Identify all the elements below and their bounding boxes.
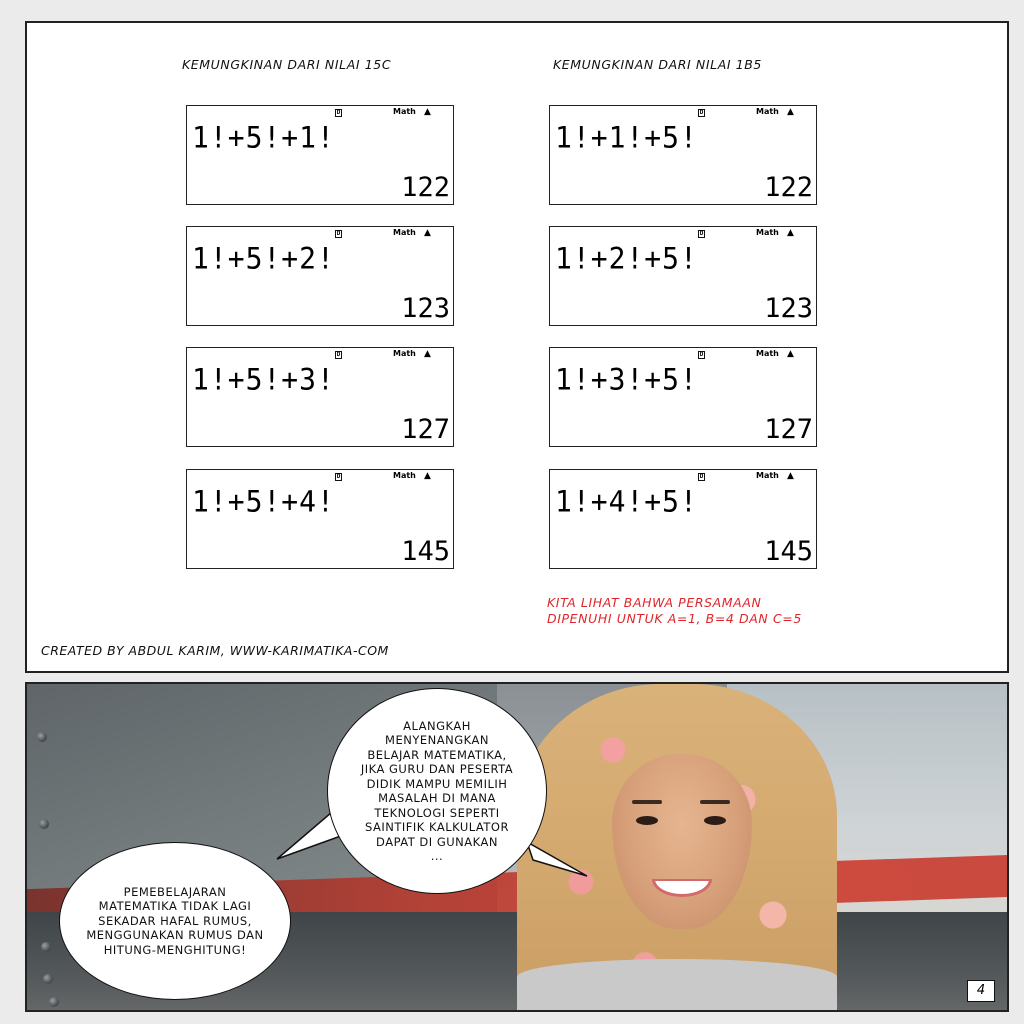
bubble-line: TEKNOLOGI SEPERTI bbox=[374, 805, 500, 820]
bubble-line: HITUNG-MENGHITUNG! bbox=[103, 942, 247, 957]
math-mode-indicator: Math bbox=[756, 107, 779, 116]
up-arrow-icon: ▲ bbox=[787, 349, 794, 359]
calculator-expression: 1!+1!+5! bbox=[555, 120, 698, 155]
degree-indicator: D bbox=[336, 230, 341, 237]
calculator-expression: 1!+4!+5! bbox=[555, 484, 698, 519]
speech-bubble-left bbox=[59, 842, 291, 1000]
degree-indicator: D bbox=[336, 473, 341, 480]
calculator-expression: 1!+5!+2! bbox=[192, 241, 335, 276]
calculator-expression: 1!+2!+5! bbox=[555, 241, 698, 276]
bubble-line: ALANGKAH bbox=[403, 718, 471, 733]
calculator-result: 123 bbox=[401, 293, 450, 324]
bubble-line: DAPAT DI GUNAKAN bbox=[376, 834, 498, 849]
calculator-display bbox=[186, 226, 454, 326]
right-column-heading: KEMUNGKINAN DARI NILAI 1B5 bbox=[553, 57, 762, 72]
math-mode-indicator: Math bbox=[756, 471, 779, 480]
math-mode-indicator: Math bbox=[756, 228, 779, 237]
degree-indicator: D bbox=[699, 109, 704, 116]
calculator-display bbox=[186, 105, 454, 205]
up-arrow-icon: ▲ bbox=[787, 228, 794, 238]
bubble-line: PEMEBELAJARAN bbox=[123, 884, 227, 899]
degree-indicator: D bbox=[699, 351, 704, 358]
up-arrow-icon: ▲ bbox=[787, 471, 794, 481]
credit-line: CREATED BY ABDUL KARIM, WWW-KARIMATIKA-COM bbox=[41, 643, 389, 658]
conclusion-text bbox=[547, 595, 847, 627]
calculator-display bbox=[186, 469, 454, 569]
left-column-heading: KEMUNGKINAN DARI NILAI 15C bbox=[182, 57, 392, 72]
calculator-display bbox=[549, 347, 817, 447]
degree-indicator: D bbox=[336, 109, 341, 116]
calculator-result: 122 bbox=[401, 172, 450, 203]
math-mode-indicator: Math bbox=[393, 107, 416, 116]
calculator-expression: 1!+5!+1! bbox=[192, 120, 335, 155]
page-number: 4 bbox=[967, 980, 995, 1002]
bubble-line: BELAJAR MATEMATIKA, bbox=[367, 747, 507, 762]
speech-bubble-right bbox=[327, 688, 547, 894]
calculator-expression: 1!+5!+3! bbox=[192, 362, 335, 397]
math-mode-indicator: Math bbox=[393, 471, 416, 480]
bubble-line: MENGGUNAKAN RUMUS DAN bbox=[86, 928, 264, 943]
calculator-display bbox=[549, 226, 817, 326]
calculator-result: 145 bbox=[764, 536, 813, 567]
up-arrow-icon: ▲ bbox=[424, 349, 431, 359]
calculator-display bbox=[186, 347, 454, 447]
math-mode-indicator: Math bbox=[756, 349, 779, 358]
calculator-result: 122 bbox=[764, 172, 813, 203]
bubble-line: SEKADAR HAFAL RUMUS, bbox=[98, 913, 252, 928]
math-mode-indicator: Math bbox=[393, 349, 416, 358]
calculator-result: 145 bbox=[401, 536, 450, 567]
math-mode-indicator: Math bbox=[393, 228, 416, 237]
degree-indicator: D bbox=[336, 351, 341, 358]
calculator-expression: 1!+5!+4! bbox=[192, 484, 335, 519]
degree-indicator: D bbox=[699, 473, 704, 480]
bubble-line: MASALAH DI MANA bbox=[378, 791, 496, 805]
bubble-line: MATEMATIKA TIDAK LAGI bbox=[98, 899, 252, 914]
calculator-result: 123 bbox=[764, 293, 813, 324]
calculator-expression: 1!+3!+5! bbox=[555, 362, 698, 397]
calculator-result: 127 bbox=[764, 414, 813, 445]
degree-indicator: D bbox=[699, 230, 704, 237]
right-bubble-tail bbox=[527, 842, 587, 876]
up-arrow-icon: ▲ bbox=[424, 107, 431, 117]
speech-bubble-text bbox=[361, 719, 513, 864]
photo-panel bbox=[25, 682, 1009, 1012]
bubble-line: ... bbox=[430, 849, 444, 863]
top-panel bbox=[25, 21, 1009, 673]
up-arrow-icon: ▲ bbox=[424, 471, 431, 481]
calculator-display bbox=[549, 105, 817, 205]
bubble-line: JIKA GURU DAN PESERTA bbox=[360, 762, 514, 776]
calculator-result: 127 bbox=[401, 414, 450, 445]
up-arrow-icon: ▲ bbox=[424, 228, 431, 238]
conclusion-line: DIPENUHI UNTUK A=1, B=4 DAN C=5 bbox=[547, 611, 802, 626]
bubble-line: DIDIK MAMPU MEMILIH bbox=[366, 776, 508, 791]
bubble-line: MENYENANGKAN bbox=[385, 733, 489, 747]
bubble-line: SAINTIFIK KALKULATOR bbox=[365, 820, 509, 834]
calculator-display bbox=[549, 469, 817, 569]
speech-bubble-text bbox=[86, 885, 263, 958]
conclusion-line: KITA LIHAT BAHWA PERSAMAAN bbox=[547, 595, 762, 610]
up-arrow-icon: ▲ bbox=[787, 107, 794, 117]
